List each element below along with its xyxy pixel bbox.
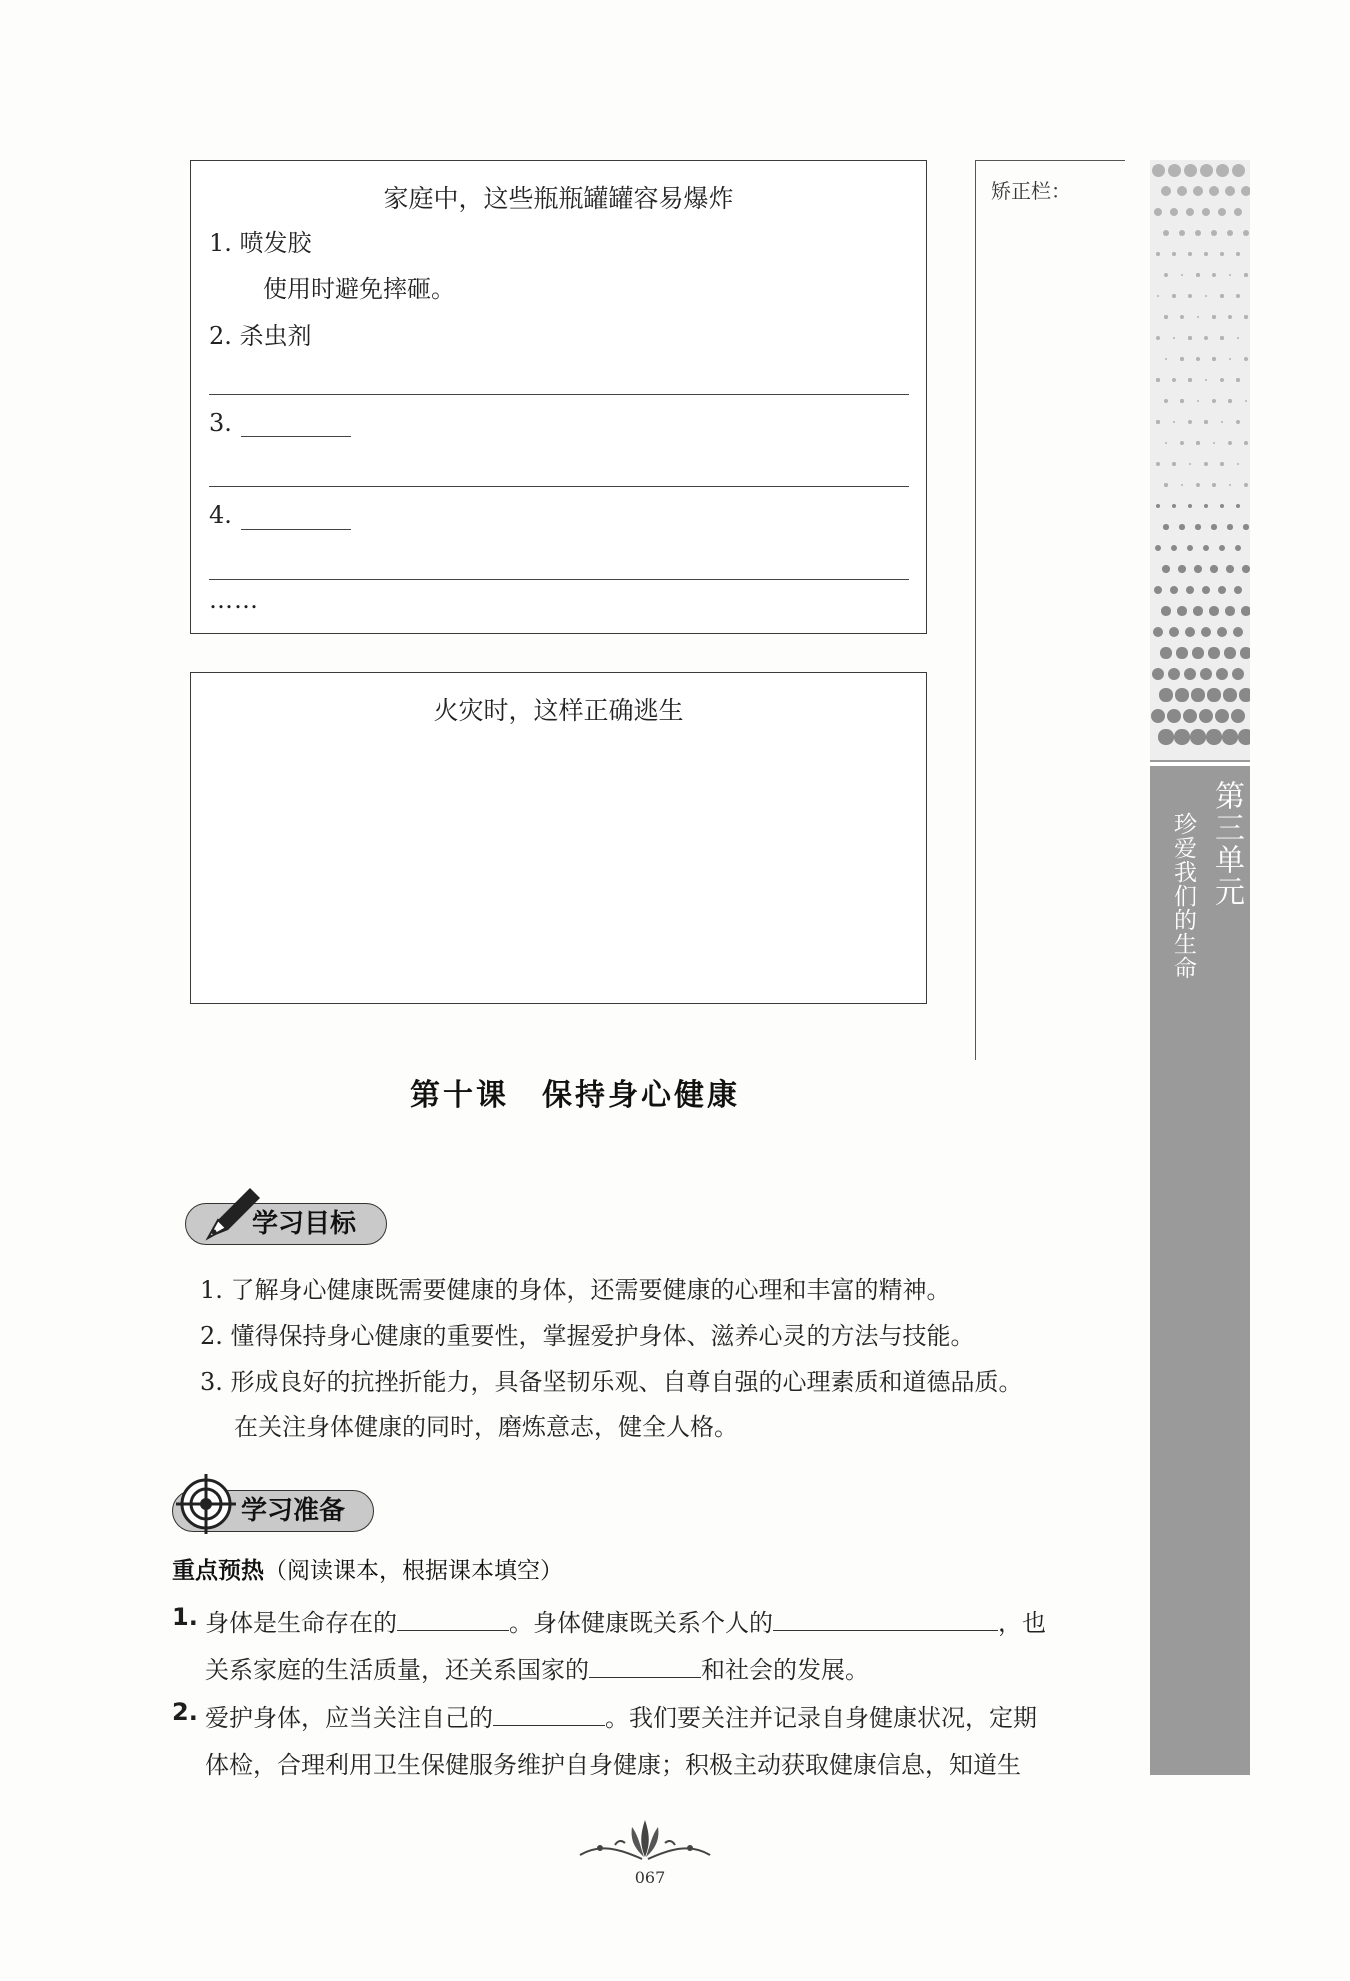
halftone-dot [1192, 647, 1203, 658]
halftone-dot [1151, 709, 1165, 723]
box-title: 家庭中，这些瓶瓶罐罐容易爆炸 [383, 184, 734, 213]
halftone-dot [1204, 504, 1209, 509]
halftone-dot [1209, 606, 1218, 615]
halftone-dot [1186, 208, 1194, 216]
halftone-dot [1196, 441, 1199, 444]
halftone-dot [1238, 729, 1250, 744]
halftone-dot [1236, 378, 1239, 381]
halftone-dot [1155, 545, 1161, 551]
halftone-dot [1225, 606, 1234, 615]
halftone-dot [1212, 357, 1215, 360]
halftone-dot [1239, 688, 1250, 701]
halftone-dot [1229, 358, 1232, 361]
halftone-dot [1241, 186, 1250, 197]
halftone-dot [1164, 273, 1168, 277]
halftone-dot [1188, 504, 1193, 509]
halftone-dot [1189, 463, 1192, 466]
halftone-dot [1223, 688, 1236, 701]
halftone-dot [1227, 524, 1233, 530]
answer-line[interactable] [209, 579, 909, 580]
question-2-line-2: 体检，合理利用卫生保健服务维护自身健康；积极主动获取健康信息，知道生 [205, 1751, 1021, 1779]
halftone-dot [1236, 504, 1241, 509]
q1-text-b: 。身体健康既关系个人的 [509, 1609, 773, 1637]
halftone-dot [1212, 399, 1216, 403]
halftone-dot [1244, 273, 1247, 276]
badge-label: 学习目标 [252, 1209, 357, 1239]
warmup-note: （阅读课本，根据课本填空） [264, 1558, 563, 1584]
halftone-dot [1169, 627, 1179, 637]
halftone-dot [1219, 545, 1225, 551]
halftone-dot [1183, 709, 1197, 723]
halftone-dot [1242, 565, 1249, 572]
halftone-dot [1217, 627, 1227, 637]
q1-text-c: ，也 [998, 1609, 1046, 1637]
halftone-dot [1207, 688, 1220, 701]
fire-escape-box[interactable] [190, 672, 927, 1004]
halftone-dot [1164, 315, 1167, 318]
halftone-dot [1212, 273, 1216, 277]
correction-divider [975, 160, 976, 1060]
halftone-dot [1212, 315, 1215, 318]
halftone-dot [1158, 729, 1173, 744]
halftone-dot [1171, 545, 1177, 551]
halftone-dot [1177, 186, 1188, 197]
warmup-heading [172, 1552, 563, 1585]
halftone-dot [1200, 164, 1213, 177]
question-1-number: 1. [172, 1603, 198, 1631]
halftone-dot [1184, 668, 1196, 680]
halftone-dot [1225, 186, 1236, 197]
halftone-dot [1165, 358, 1168, 361]
halftone-dot [1197, 316, 1200, 319]
side-decoration [1150, 160, 1250, 760]
halftone-dot [1241, 606, 1250, 615]
halftone-dot [1196, 273, 1199, 276]
halftone-dot [1195, 230, 1201, 236]
halftone-dot [1173, 337, 1176, 340]
answer-line[interactable] [209, 486, 909, 487]
halftone-dot [1164, 483, 1167, 486]
q1-blank-3[interactable] [589, 1657, 701, 1678]
halftone-dot [1170, 208, 1178, 216]
q2-text-b: 。我们要关注并记录自身健康状况，定期 [605, 1704, 1037, 1732]
halftone-dot [1233, 627, 1243, 637]
halftone-dot [1195, 524, 1201, 530]
q2-blank-1[interactable] [493, 1705, 605, 1726]
halftone-dot [1202, 208, 1210, 216]
halftone-dot [1179, 524, 1185, 530]
halftone-dot [1236, 420, 1240, 424]
halftone-dot [1231, 709, 1245, 723]
halftone-dot [1188, 294, 1192, 298]
pen-icon [200, 1180, 266, 1246]
explosive-items-box [190, 160, 927, 634]
question-1-line-1 [205, 1603, 1046, 1638]
halftone-dot [1228, 315, 1232, 319]
halftone-dot [1243, 524, 1249, 530]
halftone-dot [1228, 441, 1232, 445]
halftone-dot [1165, 442, 1168, 445]
halftone-dot [1162, 565, 1169, 572]
halftone-dot [1211, 524, 1217, 530]
halftone-dot [1218, 586, 1226, 594]
halftone-dot [1172, 294, 1175, 297]
halftone-dot [1244, 483, 1248, 487]
halftone-dot [1156, 420, 1159, 423]
item-3-blank[interactable] [241, 436, 351, 437]
halftone-dot [1172, 462, 1175, 465]
halftone-dot [1160, 647, 1171, 658]
halftone-dot [1168, 668, 1180, 680]
halftone-dot [1188, 336, 1191, 339]
halftone-dot [1235, 545, 1241, 551]
halftone-dot [1206, 729, 1221, 744]
question-1-line-2 [205, 1650, 869, 1685]
halftone-dot [1213, 442, 1216, 445]
halftone-dot [1220, 462, 1224, 466]
halftone-dot [1222, 729, 1237, 744]
halftone-dot [1215, 709, 1229, 723]
halftone-dot [1197, 400, 1200, 403]
halftone-dot [1210, 565, 1217, 572]
halftone-dot [1204, 252, 1207, 255]
item-3: 3. [209, 409, 232, 437]
halftone-dot [1181, 274, 1184, 277]
item-4: 4. [209, 501, 232, 529]
halftone-dot [1188, 378, 1191, 381]
halftone-dot [1185, 627, 1195, 637]
halftone-dot [1172, 504, 1177, 509]
halftone-dot [1227, 230, 1233, 236]
halftone-dot [1244, 357, 1248, 361]
q1-blank-2[interactable] [773, 1610, 998, 1631]
halftone-dot [1180, 315, 1184, 319]
halftone-dot [1199, 709, 1213, 723]
halftone-dot [1176, 647, 1187, 658]
halftone-dot [1188, 420, 1192, 424]
halftone-dot [1161, 186, 1172, 197]
halftone-dot [1232, 164, 1245, 177]
halftone-dot [1220, 504, 1225, 509]
halftone-dot [1152, 668, 1164, 680]
question-2-number: 2. [172, 1698, 198, 1726]
halftone-dot [1175, 688, 1188, 701]
halftone-dot [1163, 524, 1169, 530]
q2-text-a: 爱护身体，应当关注自己的 [205, 1704, 493, 1732]
halftone-dot [1232, 668, 1244, 680]
halftone-dot [1209, 186, 1220, 197]
halftone-dot [1236, 252, 1239, 255]
goal-3: 3. 形成良好的抗挫折能力，具备坚韧乐观、自尊自强的心理素质和道德品质。 [200, 1368, 1023, 1396]
warmup-bold: 重点预热 [172, 1558, 264, 1584]
halftone-dot [1229, 484, 1231, 486]
halftone-dot [1204, 462, 1208, 466]
halftone-dot [1244, 441, 1248, 445]
q1-blank-1[interactable] [397, 1610, 509, 1631]
halftone-dot [1152, 164, 1165, 177]
halftone-dot [1245, 400, 1248, 403]
halftone-dot [1220, 294, 1223, 297]
halftone-dot [1180, 441, 1184, 445]
unit-title: 第三单元 [1209, 780, 1244, 908]
halftone-dot [1172, 378, 1176, 382]
halftone-dot [1170, 586, 1178, 594]
halftone-dot [1203, 545, 1209, 551]
answer-line[interactable] [209, 394, 909, 395]
halftone-dot [1193, 606, 1202, 615]
item-4-blank[interactable] [241, 529, 351, 530]
halftone-dot [1156, 378, 1159, 381]
halftone-dot [1204, 420, 1207, 423]
halftone-dot [1196, 357, 1200, 361]
halftone-dot [1190, 729, 1205, 744]
halftone-dot [1200, 668, 1212, 680]
box-title: 火灾时，这样正确逃生 [433, 696, 684, 725]
halftone-dot [1156, 462, 1160, 466]
halftone-dot [1224, 647, 1235, 658]
halftone-dot [1244, 315, 1247, 318]
halftone-dot [1196, 483, 1200, 487]
goal-3-continued: 在关注身体健康的同时，磨炼意志，健全人格。 [234, 1413, 738, 1441]
halftone-dot [1161, 606, 1170, 615]
halftone-dot [1174, 729, 1189, 744]
halftone-dot [1216, 164, 1229, 177]
badge-label: 学习准备 [241, 1496, 346, 1526]
target-icon [176, 1474, 236, 1534]
halftone-dot [1237, 337, 1240, 340]
page-number: 067 [634, 1868, 666, 1887]
halftone-dot [1173, 421, 1176, 424]
halftone-dot [1220, 336, 1223, 339]
item-2: 2. 杀虫剂 [209, 322, 312, 350]
halftone-dot [1187, 545, 1193, 551]
halftone-dot [1184, 164, 1197, 177]
unit-subtitle: 珍爱我们的生命 [1170, 812, 1196, 980]
halftone-dot [1177, 606, 1186, 615]
q1-text-d: 关系家庭的生活质量，还关系国家的 [205, 1656, 589, 1684]
q1-text-e: 和社会的发展。 [701, 1656, 869, 1684]
halftone-dot [1180, 399, 1183, 402]
halftone-dot [1234, 208, 1242, 216]
halftone-dot [1159, 688, 1172, 701]
halftone-dot [1236, 294, 1240, 298]
halftone-dot [1204, 336, 1208, 340]
halftone-dot [1168, 164, 1181, 177]
goal-2: 2. 懂得保持身心健康的重要性，掌握爱护身体、滋养心灵的方法与技能。 [200, 1322, 975, 1350]
item-1: 1. 喷发胶 [209, 229, 312, 257]
halftone-dot [1167, 709, 1181, 723]
halftone-dot [1180, 357, 1183, 360]
q1-text-a: 身体是生命存在的 [205, 1609, 397, 1637]
halftone-dot [1229, 274, 1232, 277]
halftone-dot [1211, 230, 1217, 236]
halftone-dot [1191, 688, 1204, 701]
halftone-dot [1218, 208, 1226, 216]
halftone-dot [1186, 586, 1194, 594]
halftone-dot [1156, 504, 1161, 509]
item-1-detail: 使用时避免摔砸。 [263, 275, 455, 303]
halftone-dot [1154, 208, 1162, 216]
halftone-dot [1208, 647, 1219, 658]
halftone-dot [1156, 336, 1160, 340]
halftone-dot [1220, 252, 1223, 255]
halftone-dot [1205, 295, 1208, 298]
halftone-dot [1237, 463, 1239, 465]
halftone-dot [1201, 627, 1211, 637]
halftone-dot [1163, 230, 1169, 236]
halftone-dot [1179, 230, 1185, 236]
halftone-dot [1154, 586, 1162, 594]
halftone-dot [1220, 378, 1224, 382]
halftone-dot [1228, 399, 1231, 402]
halftone-dot [1157, 295, 1160, 298]
halftone-dot [1156, 252, 1159, 255]
question-2-line-1 [205, 1698, 1037, 1733]
side-divider [1150, 762, 1250, 766]
halftone-dot [1226, 565, 1233, 572]
halftone-dot [1193, 186, 1204, 197]
correction-top-rule [975, 160, 1125, 161]
halftone-dot [1216, 668, 1228, 680]
halftone-dot [1240, 647, 1250, 658]
halftone-dot [1188, 252, 1191, 255]
lesson-title: 第十课 保持身心健康 [410, 1078, 740, 1113]
halftone-dot [1194, 565, 1201, 572]
halftone-dot [1212, 483, 1216, 487]
halftone-dot [1178, 565, 1185, 572]
halftone-dot [1181, 484, 1184, 487]
correction-label: 矫正栏： [991, 179, 1071, 203]
halftone-dot [1243, 230, 1249, 236]
halftone-dot [1153, 627, 1163, 637]
halftone-dot [1172, 252, 1175, 255]
halftone-dot [1205, 379, 1208, 382]
halftone-dot [1202, 586, 1210, 594]
more-ellipsis: …… [209, 586, 259, 614]
halftone-dot [1164, 399, 1168, 403]
halftone-dot [1234, 586, 1242, 594]
goal-1: 1. 了解身心健康既需要健康的身体，还需要健康的心理和丰富的精神。 [200, 1276, 951, 1304]
leaf-ornament-icon [570, 1815, 720, 1865]
halftone-dot [1221, 421, 1224, 424]
